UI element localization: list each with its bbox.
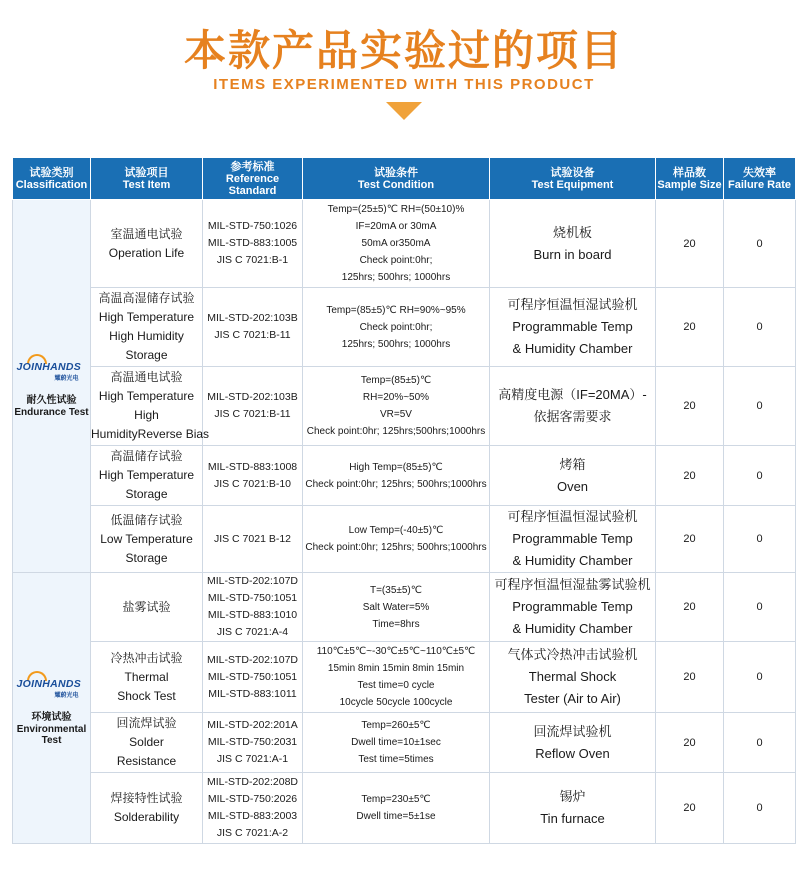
test-item-line: 回流焊试验 xyxy=(116,716,177,730)
test-equipment-cell xyxy=(490,288,656,367)
test-item-line: Solderability xyxy=(113,810,180,824)
failure-rate-cell: 0 xyxy=(724,506,796,573)
test-equipment-cell xyxy=(490,713,656,773)
test-condition-line: Check point:0hr; 125hrs;500hrs;1000hrs xyxy=(306,426,486,437)
reference-standard-line: MIL-STD-750:2026 xyxy=(207,793,298,805)
column-header-en: Standard xyxy=(228,184,277,197)
column-header xyxy=(203,158,303,200)
test-item-line: HumidityReverse Bias xyxy=(91,427,210,441)
test-condition-cell xyxy=(303,642,490,713)
sample-size-cell: 20 xyxy=(656,200,724,288)
test-item-line: Storage xyxy=(125,550,168,565)
test-equipment-line: Programmable Temp xyxy=(512,531,633,546)
table-row xyxy=(13,367,796,446)
test-condition-line: 50mA or350mA xyxy=(361,238,431,249)
test-item-cell xyxy=(91,367,210,446)
reference-standard-line: MIL-STD-883:1011 xyxy=(208,687,297,700)
reference-standard-line: JIS C 7021:B-1 xyxy=(216,254,289,266)
reference-standard-line: JIS C 7021:B-11 xyxy=(214,329,291,341)
table-row xyxy=(13,446,796,506)
test-item-line: Storage xyxy=(125,487,168,501)
test-equipment-line: 回流焊试验机 xyxy=(533,723,612,739)
table-row xyxy=(13,506,796,573)
test-condition-line: Low Temp=(-40±5)℃ xyxy=(348,525,444,536)
sample-size-cell: 20 xyxy=(656,506,724,573)
page-title: 本款产品实验过的项目 xyxy=(183,26,624,75)
reference-standard-line: MIL-STD-202:107D xyxy=(206,653,299,666)
test-item-line: 焊接特性试验 xyxy=(110,791,183,805)
logo-subtext: 耀蔚光电 xyxy=(54,692,79,699)
test-condition-line: Temp=(25±5)℃ RH=(50±10)% xyxy=(327,204,465,215)
column-header-en: Sample Size xyxy=(657,178,722,191)
sample-size-cell: 20 xyxy=(656,446,724,506)
column-header-cn: 样品数 xyxy=(673,166,706,179)
test-condition-line: Check point:0hr; 125hrs; 500hrs;1000hrs xyxy=(305,478,487,490)
reference-standard-line: MIL-STD-883:2003 xyxy=(207,810,298,822)
test-item-line: 高温储存试验 xyxy=(110,449,183,463)
reference-standard-line: MIL-STD-750:1026 xyxy=(207,220,298,232)
sample-size-cell: 20 xyxy=(656,573,724,642)
table-row xyxy=(13,713,796,773)
column-header-en: Test Item xyxy=(122,178,171,191)
sample-size-cell: 20 xyxy=(656,713,724,773)
test-condition-cell xyxy=(303,506,490,573)
test-condition-line: Temp=(85±5)℃ RH=90%~95% xyxy=(326,304,466,316)
test-item-cell xyxy=(91,642,203,713)
test-condition-line: Dwell time=10±1sec xyxy=(351,737,441,748)
reference-standard-line: JIS C 7021:A-1 xyxy=(216,753,289,765)
test-equipment-line: Thermal Shock xyxy=(528,669,617,684)
logo xyxy=(15,354,89,382)
test-item-line: 高温高湿储存试验 xyxy=(98,291,195,305)
reference-standard-cell xyxy=(203,713,303,773)
test-item-cell xyxy=(91,506,203,573)
test-condition-cell xyxy=(303,773,490,844)
test-condition-line: Test time=5times xyxy=(358,754,434,765)
test-item-line: 低温储存试验 xyxy=(110,512,183,527)
test-condition-line: 125hrs; 500hrs; 1000hrs xyxy=(341,338,451,350)
test-item-line: High Temperature xyxy=(98,389,195,403)
test-condition-cell xyxy=(303,713,490,773)
failure-rate-cell: 0 xyxy=(724,642,796,713)
test-equipment-line: 可程序恒温恒湿试验机 xyxy=(507,297,638,312)
test-equipment-cell xyxy=(490,446,656,506)
logo-text: JOINHANDS xyxy=(16,361,82,373)
test-condition-line: T=(35±5)℃ xyxy=(369,584,422,596)
classification-cell xyxy=(13,200,91,573)
reference-standard-line: MIL-STD-202:208D xyxy=(206,776,299,788)
reference-standard-line: MIL-STD-750:1051 xyxy=(207,670,298,683)
test-equipment-line: 高精度电源（IF=20MA）- xyxy=(498,387,647,402)
column-header xyxy=(724,158,796,200)
test-equipment-cell xyxy=(490,200,656,288)
test-item-line: Operation Life xyxy=(108,245,185,260)
table-row xyxy=(13,573,796,642)
reference-standard-line: JIS C 7021:B-11 xyxy=(214,408,291,420)
test-equipment-line: 可程序恒温恒湿试验机 xyxy=(507,509,638,524)
classification-cn: 耐久性试验 xyxy=(26,395,77,406)
column-header-en: Test Condition xyxy=(357,178,435,191)
table-row xyxy=(13,200,796,288)
failure-rate-cell: 0 xyxy=(724,713,796,773)
test-equipment-line: Tin furnace xyxy=(540,811,605,826)
test-item-line: High xyxy=(134,408,159,422)
test-condition-line: Temp=(85±5)℃ xyxy=(360,375,432,386)
test-condition-cell xyxy=(303,367,490,446)
test-equipment-line: 烤箱 xyxy=(559,456,586,472)
column-header-cn: 试验项目 xyxy=(124,166,169,179)
test-condition-line: RH=20%~50% xyxy=(362,392,430,403)
reference-standard-cell xyxy=(203,642,303,713)
test-condition-line: 110℃±5℃~-30℃±5℃~110℃±5℃ xyxy=(316,646,476,657)
test-item-line: Storage xyxy=(125,348,168,362)
test-condition-line: Check point:0hr; 125hrs; 500hrs;1000hrs xyxy=(305,542,487,553)
test-condition-line: Dwell time=5±1se xyxy=(356,811,436,822)
test-item-cell xyxy=(91,713,203,773)
test-item-line: 冷热冲击试验 xyxy=(110,650,183,665)
failure-rate-cell: 0 xyxy=(724,288,796,367)
test-equipment-cell xyxy=(490,367,656,446)
reference-standard-line: MIL-STD-883:1010 xyxy=(207,609,298,621)
column-header-cn: 参考标准 xyxy=(230,160,275,173)
test-equipment-line: Burn in board xyxy=(533,246,612,262)
failure-rate-cell: 0 xyxy=(724,367,796,446)
test-equipment-line: Reflow Oven xyxy=(535,745,610,761)
test-item-line: Thermal xyxy=(124,669,169,684)
reference-standard-line: MIL-STD-883:1008 xyxy=(207,460,298,473)
test-item-line: 室温通电试验 xyxy=(110,226,183,241)
test-condition-cell xyxy=(303,288,490,367)
reference-standard-cell xyxy=(203,200,303,288)
reference-standard-line: MIL-STD-202:201A xyxy=(207,719,298,731)
test-equipment-line: 依据客需要求 xyxy=(533,409,612,424)
test-equipment-cell xyxy=(490,573,656,642)
test-item-cell xyxy=(91,573,203,642)
test-item-line: Shock Test xyxy=(117,688,176,703)
table-row xyxy=(13,288,796,367)
logo-subtext: 耀蔚光电 xyxy=(54,376,79,382)
test-equipment-line: Programmable Temp xyxy=(512,319,633,334)
test-equipment-line: & Humidity Chamber xyxy=(512,341,633,356)
reference-standard-line: MIL-STD-202:103B xyxy=(207,391,298,403)
column-header-cn: 失效率 xyxy=(743,166,776,179)
sample-size-cell: 20 xyxy=(656,773,724,844)
column-header-cn: 试验条件 xyxy=(374,166,418,179)
reference-standard-cell xyxy=(203,506,303,573)
reference-standard-line: MIL-STD-202:103B xyxy=(207,312,298,324)
test-item-cell xyxy=(91,446,203,506)
failure-rate-cell: 0 xyxy=(724,200,796,288)
test-condition-line: Check point:0hr; xyxy=(359,255,433,266)
test-equipment-line: & Humidity Chamber xyxy=(512,553,633,568)
page-subtitle: ITEMS EXPERIMENTED WITH THIS PRODUCT xyxy=(213,76,595,93)
test-condition-line: High Temp=(85±5)℃ xyxy=(349,461,443,473)
test-condition-line: Temp=260±5℃ xyxy=(361,720,431,731)
reference-standard-line: MIL-STD-750:2031 xyxy=(207,736,298,748)
column-header xyxy=(13,158,91,200)
column-header-cn: 试验设备 xyxy=(550,166,595,179)
test-condition-line: Check point:0hr; xyxy=(359,321,433,333)
test-equipment-line: Programmable Temp xyxy=(512,599,633,614)
column-header-cn: 试验类别 xyxy=(29,166,74,179)
test-condition-line: 125hrs; 500hrs; 1000hrs xyxy=(341,272,451,283)
reference-standard-line: JIS C 7021:B-10 xyxy=(213,477,292,490)
test-condition-line: 10cycle 50cycle 100cycle xyxy=(339,697,453,708)
test-condition-line: Test time=0 cycle xyxy=(357,680,435,691)
reference-standard-cell xyxy=(203,288,303,367)
table-row xyxy=(13,642,796,713)
failure-rate-cell: 0 xyxy=(724,573,796,642)
test-items-table xyxy=(12,157,796,844)
test-item-line: High Humidity xyxy=(109,329,184,343)
column-header xyxy=(91,158,203,200)
test-equipment-line: Tester (Air to Air) xyxy=(524,691,621,706)
column-header xyxy=(490,158,656,200)
column-header xyxy=(303,158,490,200)
test-condition-cell xyxy=(303,573,490,642)
failure-rate-cell: 0 xyxy=(724,773,796,844)
test-equipment-line: 锡炉 xyxy=(559,789,586,804)
classification-en: Endurance Test xyxy=(14,407,89,418)
down-arrow-icon xyxy=(386,102,422,120)
column-header-en: Classification xyxy=(15,178,88,191)
test-item-cell xyxy=(91,200,203,288)
column-header xyxy=(656,158,724,200)
test-equipment-line: 气体式冷热冲击试验机 xyxy=(507,647,638,662)
reference-standard-line: MIL-STD-202:107D xyxy=(206,575,299,587)
test-condition-line: Temp=230±5℃ xyxy=(361,794,431,805)
test-item-cell xyxy=(91,288,203,367)
reference-standard-line: MIL-STD-750:1051 xyxy=(207,592,298,604)
column-header-en: Failure Rate xyxy=(728,178,791,191)
test-equipment-line: 可程序恒温恒湿盐雾试验机 xyxy=(494,577,651,592)
failure-rate-cell: 0 xyxy=(724,446,796,506)
table-header-row xyxy=(13,158,796,200)
reference-standard-cell xyxy=(203,446,303,506)
test-item-line: Low Temperature xyxy=(100,531,193,546)
test-item-line: 高温通电试验 xyxy=(110,370,183,384)
test-equipment-line: Oven xyxy=(556,478,589,494)
sample-size-cell: 20 xyxy=(656,288,724,367)
sample-size-cell: 20 xyxy=(656,642,724,713)
classification-en: Test xyxy=(41,734,62,746)
page-header xyxy=(0,0,808,150)
table-row xyxy=(13,773,796,844)
reference-standard-cell xyxy=(203,573,303,642)
test-item-line: Resistance xyxy=(116,754,177,768)
test-equipment-line: & Humidity Chamber xyxy=(512,621,633,636)
reference-standard-line: JIS C 7021:A-4 xyxy=(216,626,289,638)
test-equipment-cell xyxy=(490,642,656,713)
classification-cell xyxy=(13,573,91,844)
sample-size-cell: 20 xyxy=(656,367,724,446)
test-item-line: High Temperature xyxy=(98,310,195,324)
test-item-line: High Temperature xyxy=(98,468,195,482)
test-item-line: 盐雾试验 xyxy=(122,599,171,614)
column-header-en: Test Equipment xyxy=(531,178,614,191)
classification-en: Environmental xyxy=(16,723,87,735)
test-condition-line: Salt Water=5% xyxy=(362,601,430,613)
column-header-en: Reference xyxy=(225,172,280,185)
reference-standard-line: JIS C 7021:A-2 xyxy=(216,827,289,839)
test-condition-line: IF=20mA or 30mA xyxy=(355,221,437,232)
test-item-cell xyxy=(91,773,203,844)
logo xyxy=(15,671,89,699)
test-equipment-cell xyxy=(490,506,656,573)
test-item-line: Solder xyxy=(129,735,164,749)
test-equipment-line: 烧机板 xyxy=(552,224,592,240)
reference-standard-line: JIS C 7021 B-12 xyxy=(213,532,292,545)
test-condition-cell xyxy=(303,200,490,288)
test-equipment-cell xyxy=(490,773,656,844)
reference-standard-cell xyxy=(203,773,303,844)
classification-cn: 环境试验 xyxy=(31,711,72,723)
logo-text: JOINHANDS xyxy=(16,677,82,690)
test-condition-line: VR=5V xyxy=(380,409,412,420)
reference-standard-line: MIL-STD-883:1005 xyxy=(207,237,298,249)
test-condition-line: 15min 8min 15min 8min 15min xyxy=(327,663,465,674)
test-condition-line: Time=8hrs xyxy=(372,618,420,630)
test-condition-cell xyxy=(303,446,490,506)
reference-standard-cell xyxy=(203,367,303,446)
